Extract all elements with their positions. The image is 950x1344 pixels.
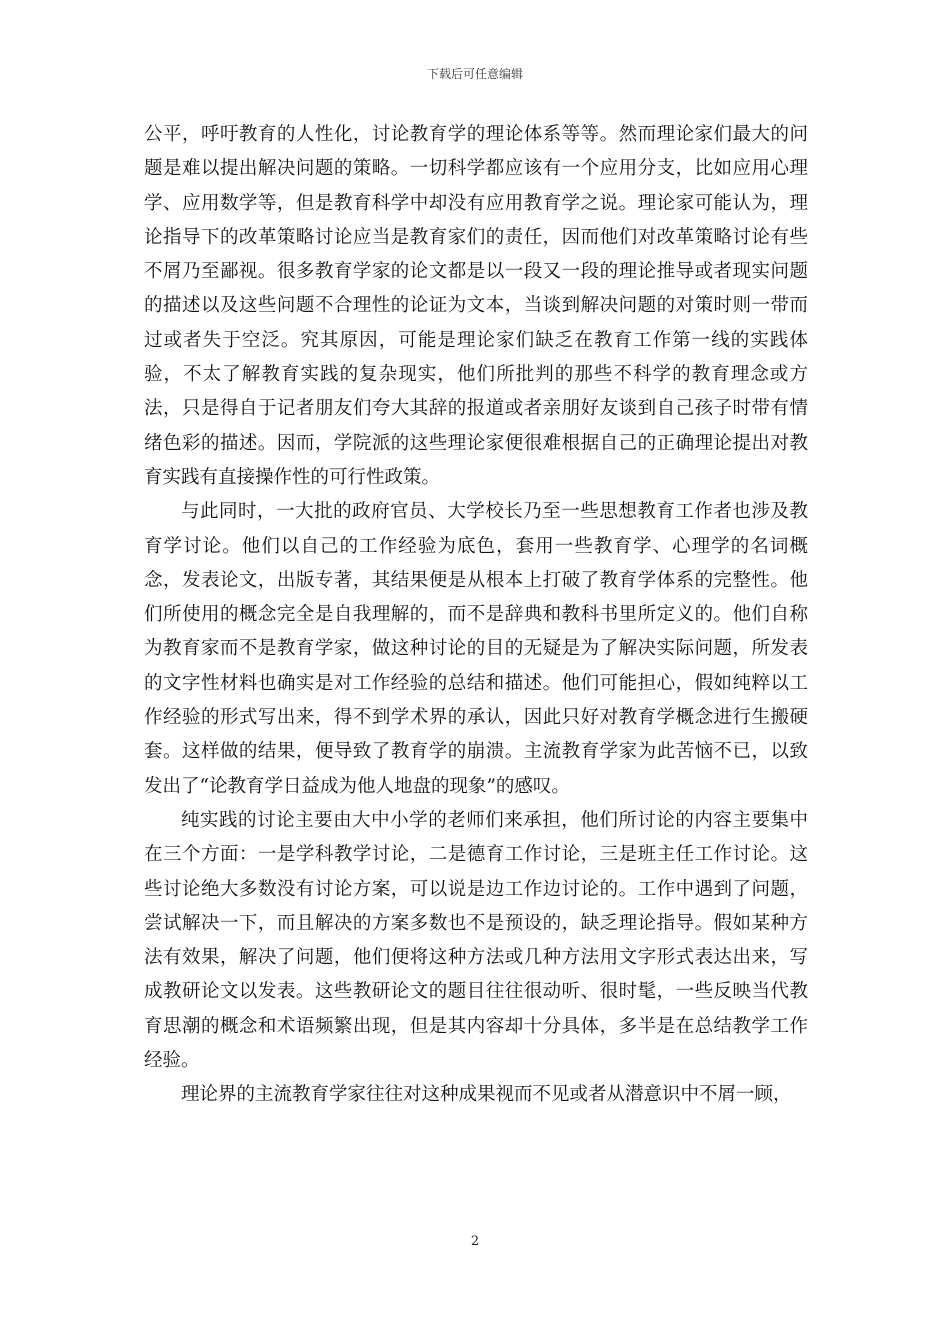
- paragraph-2: 与此同时，一大批的政府官员、大学校长乃至一些思想教育工作者也涉及教育学讨论。他们以自己的工作经验为底色，套用一些教育学、心理学的名词概念，发表论文，出版专著，其结果便是从根本上打破了教育学体系的完整性。他们所使用的概念完全是自我理解的，而不是辞典和教科书里所定义的。他们自称为教育家而不是教育学家，做这种讨论的目的无疑是为了解决实际问题，所发表的文字性材料也确实是对工作经验的总结和描述。他们可能担心，假如纯粹以工作经验的形式写出来，得不到学术界的承认，因此只好对教育学概念进行生搬硬套。这样做的结果，便导致了教育学的崩溃。主流教育学家为此苦恼不已，以致发出了“论教育学日益成为他人地盘的现象”的感叹。: [144, 501, 808, 797]
- page-header: 下载后可任意编辑: [426, 67, 523, 81]
- paragraph-1: 公平，呼吁教育的人性化，讨论教育学的理论体系等等。然而理论家们最大的问题是难以提出解决问题的策略。一切科学都应该有一个应用分支，比如应用心理学、应用数学等，但是教育科学中却没有应用教育学之说。理论家可能认为，理论指导下的改革策略讨论应当是教育家们的责任，因而他们对改革策略讨论有些不屑乃至鄙视。很多教育学家的论文都是以一段又一段的理论推导或者现实问题的描述以及这些问题不合理性的论证为文本，当谈到解决问题的对策时则一带而过或者失于空泛。究其原因，可能是理论家们缺乏在教育工作第一线的实践体验，不太了解教育实践的复杂现实，他们所批判的那些不科学的教育理念或方法，只是得自于记者朋友们夸大其辞的报道或者亲朋好友谈到自己孩子时带有情绪色彩的描述。因而，学院派的这些理论家便很难根据自己的正确理论提出对教育实践有直接操作性的可行性政策。: [144, 124, 808, 488]
- paragraph-3: 纯实践的讨论主要由大中小学的老师们来承担，他们所讨论的内容主要集中在三个方面：一是学科教学讨论，二是德育工作讨论，三是班主任工作讨论。这些讨论绝大多数没有讨论方案，可以说是边工作边讨论的。工作中遇到了问题，尝试解决一下，而且解决的方案多数也不是预设的，缺乏理论指导。假如某种方法有效果，解决了问题，他们便将这种方法或几种方法用文字形式表达出来，写成教研论文以发表。这些教研论文的题目往往很动听、很时髦，一些反映当代教育思潮的概念和术语频繁出现，但是其内容却十分具体，多半是在总结教学工作经验。: [144, 809, 808, 1072]
- page-number: 2: [470, 1234, 480, 1249]
- paragraph-4: 理论界的主流教育学家往往对这种成果视而不见或者从潜意识中不屑一顾，: [181, 1084, 792, 1106]
- document-body: [144, 118, 808, 1113]
